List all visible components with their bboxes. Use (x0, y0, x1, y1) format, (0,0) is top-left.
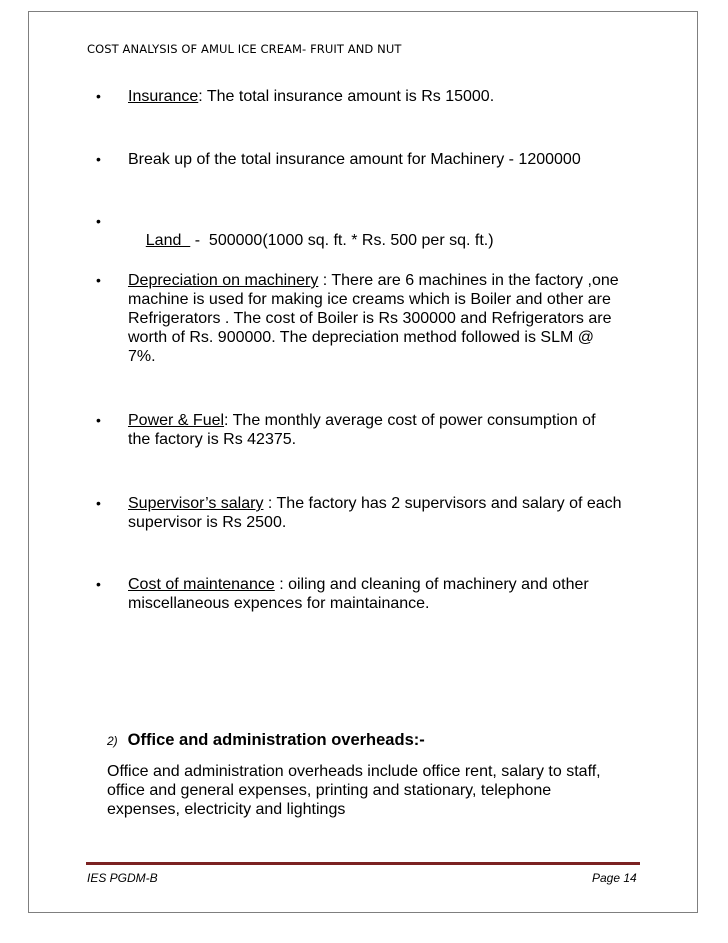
bullet-icon: • (96, 576, 101, 592)
page-header: COST ANALYSIS OF AMUL ICE CREAM- FRUIT AND NUT (87, 42, 402, 56)
bullet-icon: • (96, 495, 101, 511)
item-text-line: Refrigerators . The cost of Boiler is Rs 300000 and Refrigerators are (128, 310, 612, 327)
paragraph-line: expenses, electricity and lightings (107, 801, 346, 818)
item-text-line: miscellaneous expences for maintainance. (128, 595, 430, 612)
item-text-line: worth of Rs. 900000. The depreciation method followed is SLM @ (128, 329, 594, 346)
paragraph-line: Office and administration overheads include office rent, salary to staff, (107, 763, 601, 780)
item-text-line: : There are 6 machines in the factory ,one (318, 272, 619, 289)
section-title: Office and administration overheads:- (127, 731, 425, 749)
item-term: Depreciation on machinery (128, 272, 319, 289)
paragraph-line: office and general expenses, printing and stationary, telephone (107, 782, 552, 799)
item-text-line: machine is used for making ice creams which is Boiler and other are (128, 291, 611, 308)
item-term: Cost of maintenance (128, 576, 275, 593)
bullet-icon: • (96, 213, 101, 229)
item-text: : The total insurance amount is Rs 15000. (198, 88, 495, 105)
footer-label: IES PGDM-B (87, 871, 158, 885)
section-paragraph (107, 762, 667, 819)
page-number: Page 14 (592, 871, 637, 885)
section-number: 2) (107, 734, 118, 748)
item-text-line: supervisor is Rs 2500. (128, 514, 287, 531)
item-text-line: the factory is Rs 42375. (128, 431, 297, 448)
item-text-line: : The factory has 2 supervisors and salary of each (263, 495, 622, 512)
item-term: Insurance (128, 88, 199, 105)
item-term: Power & Fuel (128, 412, 225, 429)
bullet-icon: • (96, 412, 101, 428)
item-text-line: : The monthly average cost of power consumption of (224, 412, 596, 429)
item-term: Supervisor’s salary (128, 495, 264, 512)
bullet-icon: • (96, 88, 101, 104)
item-text-line: : oiling and cleaning of machinery and other (274, 576, 589, 593)
bullet-icon: • (96, 272, 101, 288)
section-heading (107, 730, 425, 751)
item-text: - 500000(1000 sq. ft. * Rs. 500 per sq. ft.) (190, 232, 494, 249)
item-text: Break up of the total insurance amount for Machinery - 1200000 (128, 151, 581, 168)
item-text-line: 7%. (128, 348, 156, 365)
bullet-icon: • (96, 151, 101, 167)
item-term: Land (145, 232, 191, 249)
footer-rule (86, 862, 640, 865)
